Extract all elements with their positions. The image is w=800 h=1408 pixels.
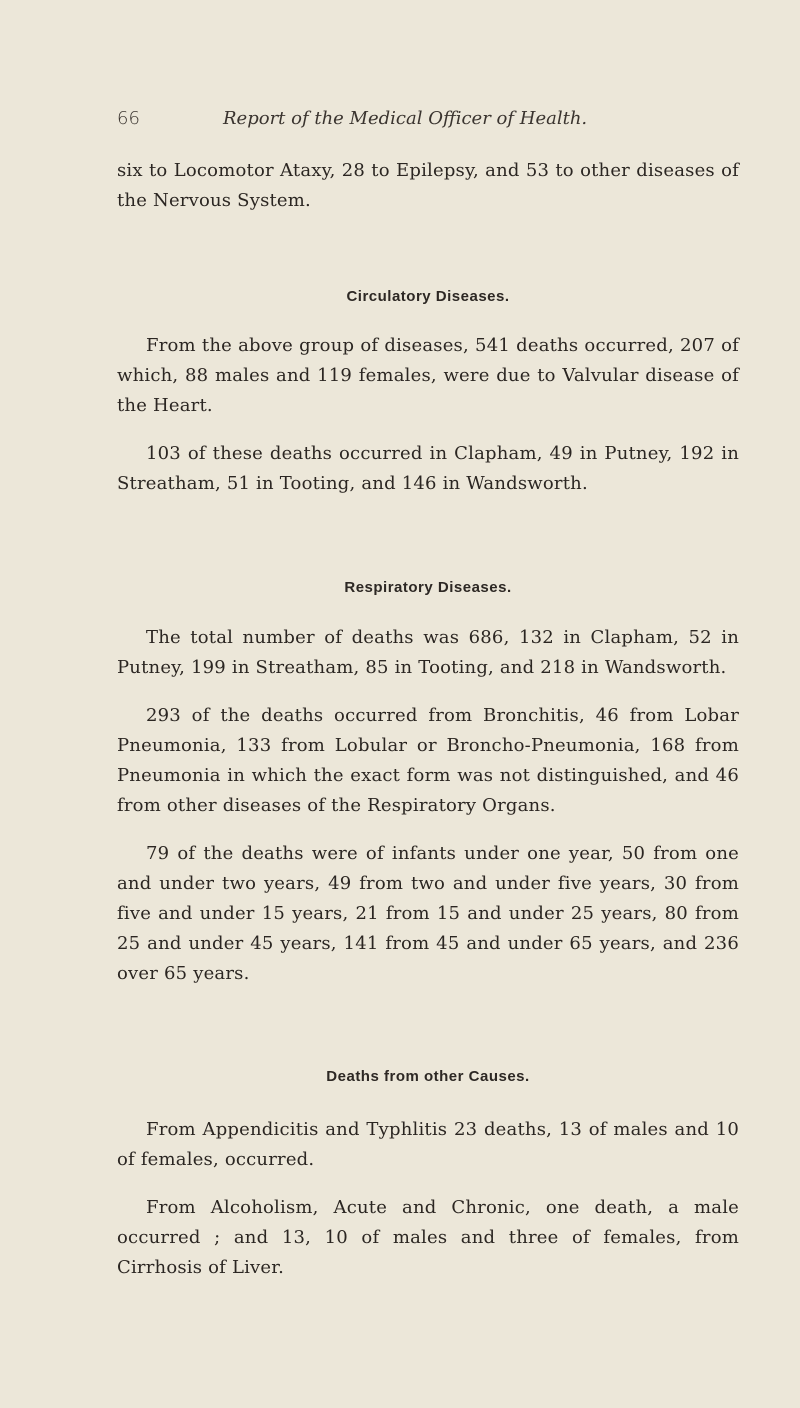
running-title: Report of the Medical Officer of Health. — [223, 108, 588, 129]
intro-paragraph: six to Locomotor Ataxy, 28 to Epilepsy, and 53 to other diseases of the Nervous System. — [117, 160, 739, 211]
respiratory-paragraph-3: 79 of the deaths were of infants under one year, 50 from one and under two years, 49 from two and under five years, 30 from five and under 15 years, 21 from 15 and under 25 years, 80 from 25 and under 45 years, 141 from 45 and under 65 years, and 236 over 65 years. — [117, 843, 739, 984]
page-header — [117, 108, 617, 138]
other-causes-paragraph-1: From Appendicitis and Typhlitis 23 deaths, 13 of males and 10 of females, occurred. — [117, 1119, 739, 1170]
respiratory-paragraph-2: 293 of the deaths occurred from Bronchitis, 46 from Lobar Pneumonia, 133 from Lobular or Broncho-Pneumonia, 168 from Pneumonia in which the exact form was not distinguished, and 46 from other diseases of the Respiratory Organs. — [117, 705, 739, 816]
section-heading-circulatory: Circulatory Diseases. — [346, 288, 510, 305]
respiratory-paragraph-1: The total number of deaths was 686, 132 in Clapham, 52 in Putney, 199 in Streatham, 85 in Tooting, and 218 in Wandsworth. — [117, 627, 739, 678]
section-heading-other-causes: Deaths from other Causes. — [326, 1068, 530, 1085]
other-causes-paragraph-2: From Alcoholism, Acute and Chronic, one death, a male occurred ; and 13, 10 of males and three of females, from Cirrhosis of Liver. — [117, 1197, 739, 1278]
page-number: 66 — [117, 108, 140, 129]
circulatory-paragraph-1: From the above group of diseases, 541 deaths occurred, 207 of which, 88 males and 119 females, were due to Valvular disease of the Heart. — [117, 335, 739, 416]
circulatory-paragraph-2: 103 of these deaths occurred in Clapham, 49 in Putney, 192 in Streatham, 51 in Tooting, and 146 in Wandsworth. — [117, 443, 739, 494]
page-body — [117, 156, 739, 1283]
section-heading-respiratory: Respiratory Diseases. — [344, 579, 512, 596]
